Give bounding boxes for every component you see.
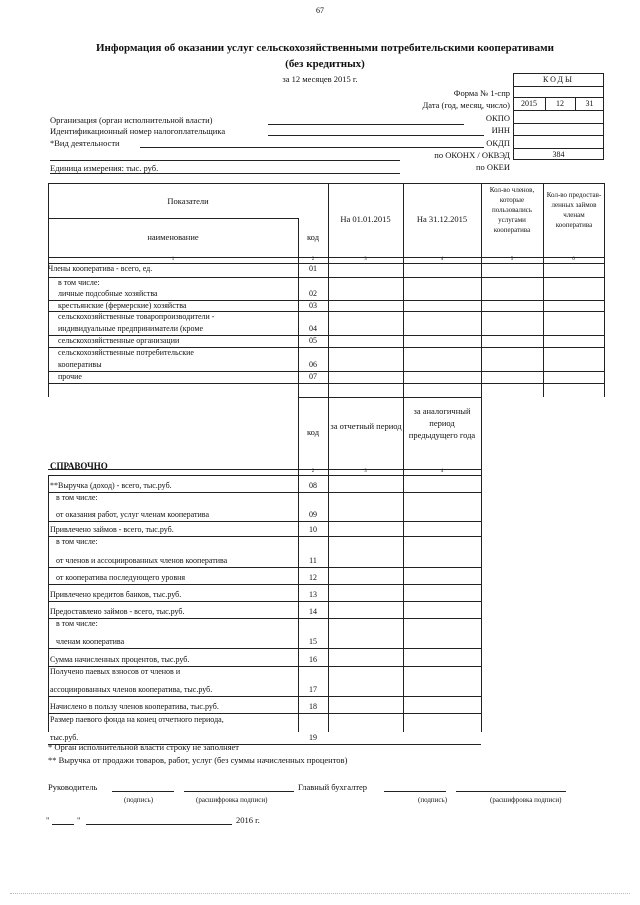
table1-row-code: 05 — [309, 336, 317, 345]
date-quote-open: " — [46, 815, 50, 825]
table2-row-name: **Выручка (доход) - всего, тыс.руб. — [50, 481, 172, 490]
table2-row-code: 09 — [309, 510, 317, 519]
inn-line — [268, 135, 484, 136]
chief-signature-line[interactable] — [384, 791, 446, 792]
header-code: код — [306, 232, 320, 242]
table1-row-name: крестьянские (фермерские) хозяйства — [58, 301, 187, 310]
form-number-label: Форма № 1-спр — [453, 88, 510, 98]
header-name: наименование — [147, 232, 199, 242]
table1-row-name: в том числе: — [58, 278, 100, 287]
table2-row-name: членам кооператива — [56, 637, 125, 646]
table2-row-name: Предоставлено займов - всего, тыс.руб. — [50, 607, 185, 616]
table1-row-code: 07 — [309, 372, 317, 381]
table1-row-name: личные подсобные хозяйства — [58, 289, 158, 298]
table2-row — [48, 648, 481, 649]
header-end-date: На 31.12.2015 — [416, 214, 468, 224]
date-year: 2015 — [521, 99, 537, 108]
ref-header-reference: СПРАВОЧНО — [50, 461, 108, 471]
table2-row-name: в том числе: — [56, 619, 98, 628]
form-title-line2: (без кредитных) — [285, 58, 365, 70]
table2-row — [48, 492, 481, 493]
table2-row-code: 18 — [309, 702, 317, 711]
colnum-4: 4 — [440, 257, 444, 262]
footnote-1: * Орган исполнительной власти строку не заполняет — [48, 742, 240, 752]
table2-row-name: Привлечено кредитов банков, тыс.руб. — [50, 590, 182, 599]
colnum-2: 2 — [311, 257, 315, 262]
colnum-5: 5 — [510, 257, 514, 262]
date-quote-close: " — [77, 815, 81, 825]
header-members-loans: Кол-во предостав- ленных займов членам кооператива — [546, 191, 602, 229]
head-decode-caption: (расшифровка подписи) — [196, 796, 268, 804]
table1-row-name: прочие — [58, 372, 82, 381]
table2-row-name: от членов и ассоциированных членов кооператива — [56, 556, 228, 565]
inn-label: ИНН — [491, 125, 510, 135]
head-signature-caption: (подпись) — [124, 796, 154, 804]
table1-row-code: 03 — [309, 301, 317, 310]
ref-colnum-4: 4 — [440, 469, 444, 474]
ref-header-current: за отчетный период — [330, 421, 402, 431]
table2-row-code: 15 — [309, 637, 317, 646]
table2-row-name: от кооператива последующего уровня — [56, 573, 186, 582]
table2-row-code: 17 — [309, 685, 317, 694]
organization-line — [268, 124, 464, 125]
ref-header-code: код — [306, 427, 320, 437]
table2-row — [48, 618, 481, 619]
table1-row-code: 02 — [309, 289, 317, 298]
table2-row-name: Начислено в пользу членов кооператива, тыс.руб. — [50, 702, 219, 711]
table2-row-code: 08 — [309, 481, 317, 490]
table1-row-name: сельскохозяйственные потребительские — [58, 348, 194, 357]
table2-row-code: 12 — [309, 573, 317, 582]
table2-row-name: Привлечено займов - всего, тыс.руб. — [50, 525, 174, 534]
okpo-label: ОКПО — [485, 113, 510, 123]
header-members-used: Кол-во членов, которые пользовались услугами кооператива — [489, 186, 535, 234]
ref-colnum-2: 2 — [311, 469, 315, 474]
date-label: Дата (год, месяц, число) — [422, 100, 510, 110]
colnum-3: 3 — [364, 257, 367, 262]
chief-decode-caption: (расшифровка подписи) — [490, 796, 562, 804]
head-signature-line[interactable] — [112, 791, 174, 792]
table2-row-name: Получено паевых взносов от членов и — [50, 667, 181, 676]
date-day: 31 — [585, 99, 594, 108]
form-title-line1: Информация об оказании услуг сельскохозяйственными потребительскими кооперативами — [96, 42, 554, 54]
table2-row-code: 16 — [309, 655, 317, 664]
activity-line — [140, 147, 484, 148]
colnum-6: 6 — [572, 257, 575, 262]
table2-row — [48, 713, 481, 714]
head-decode-line[interactable] — [184, 791, 294, 792]
table2-row — [48, 601, 481, 602]
table1-row — [48, 383, 604, 384]
table1-row-name: Члены кооператива - всего, ед. — [48, 264, 153, 273]
date-day-line[interactable] — [52, 824, 74, 825]
ref-header-previous: за аналогичный период предыдущего года — [408, 406, 476, 440]
table2-row-code: 19 — [309, 733, 317, 742]
table2-row-code: 13 — [309, 590, 317, 599]
chief-signature-caption: (подпись) — [418, 796, 448, 804]
okei-value: 384 — [552, 150, 565, 159]
page-number: 67 — [316, 6, 324, 15]
okei-label: по ОКЕИ — [475, 162, 510, 172]
organization-label: Организация (орган исполнительной власти) — [50, 115, 213, 125]
head-label: Руководитель — [48, 782, 98, 792]
header-start-date: На 01.01.2015 — [340, 214, 391, 224]
activity-label: *Вид деятельности — [50, 138, 120, 148]
table2-row — [48, 584, 481, 585]
chief-accountant-label: Главный бухгалтер — [298, 782, 368, 792]
table2-row-name: Сумма начисленных процентов, тыс.руб. — [50, 655, 190, 664]
table1-row-code: 04 — [309, 324, 317, 333]
blank-line — [50, 160, 400, 161]
chief-decode-line[interactable] — [456, 791, 566, 792]
report-period: за 12 месяцев 2015 г. — [282, 74, 358, 84]
table1-row-code: 06 — [309, 360, 317, 369]
table2-row-code: 14 — [309, 607, 317, 616]
table1-row-name: сельскохозяйственные товаропроизводители - — [58, 312, 215, 321]
table2-row-name: от оказания работ, услуг членам кооператива — [56, 510, 210, 519]
ref-colnum-3: 3 — [364, 469, 367, 474]
table2-row-name: Размер паевого фонда на конец отчетного периода, — [50, 715, 224, 724]
codes-header: КОДЫ — [543, 75, 574, 84]
okdp-label: ОКДП — [486, 138, 510, 148]
table1-row-code: 01 — [309, 264, 317, 273]
table2-row — [48, 567, 481, 568]
table2-row — [48, 536, 481, 537]
table2-row — [48, 696, 481, 697]
table2-row — [48, 521, 481, 522]
date-month-line[interactable] — [86, 824, 232, 825]
table2-row-name: в том числе: — [56, 493, 98, 502]
table1-row-name: индивидуальные предприниматели (кроме — [58, 324, 204, 333]
table1-row — [48, 277, 604, 278]
scan-edge — [10, 893, 630, 894]
colnum-1: 1 — [171, 257, 175, 262]
unit-label: Единица измерения: тыс. руб. — [50, 163, 159, 173]
date-month: 12 — [556, 99, 564, 108]
table1-row-name: сельскохозяйственные организации — [58, 336, 180, 345]
table2-row-name: в том числе: — [56, 537, 98, 546]
table2-row-code: 11 — [309, 556, 317, 565]
table2-row-name: тыс.руб. — [50, 733, 79, 742]
signature-year: 2016 г. — [236, 815, 260, 825]
table2-row-code: 10 — [309, 525, 317, 534]
inn-caption: Идентификационный номер налогоплательщика — [50, 126, 226, 136]
header-indicators: Показатели — [167, 196, 209, 206]
table1-row-name: кооперативы — [58, 360, 102, 369]
footnote-2: ** Выручка от продажи товаров, работ, услуг (без суммы начисленных процентов) — [48, 755, 348, 765]
okonh-label: по ОКОНХ / ОКВЭД — [434, 150, 510, 160]
table2-row-name: ассоциированных членов кооператива, тыс.руб. — [50, 685, 213, 694]
